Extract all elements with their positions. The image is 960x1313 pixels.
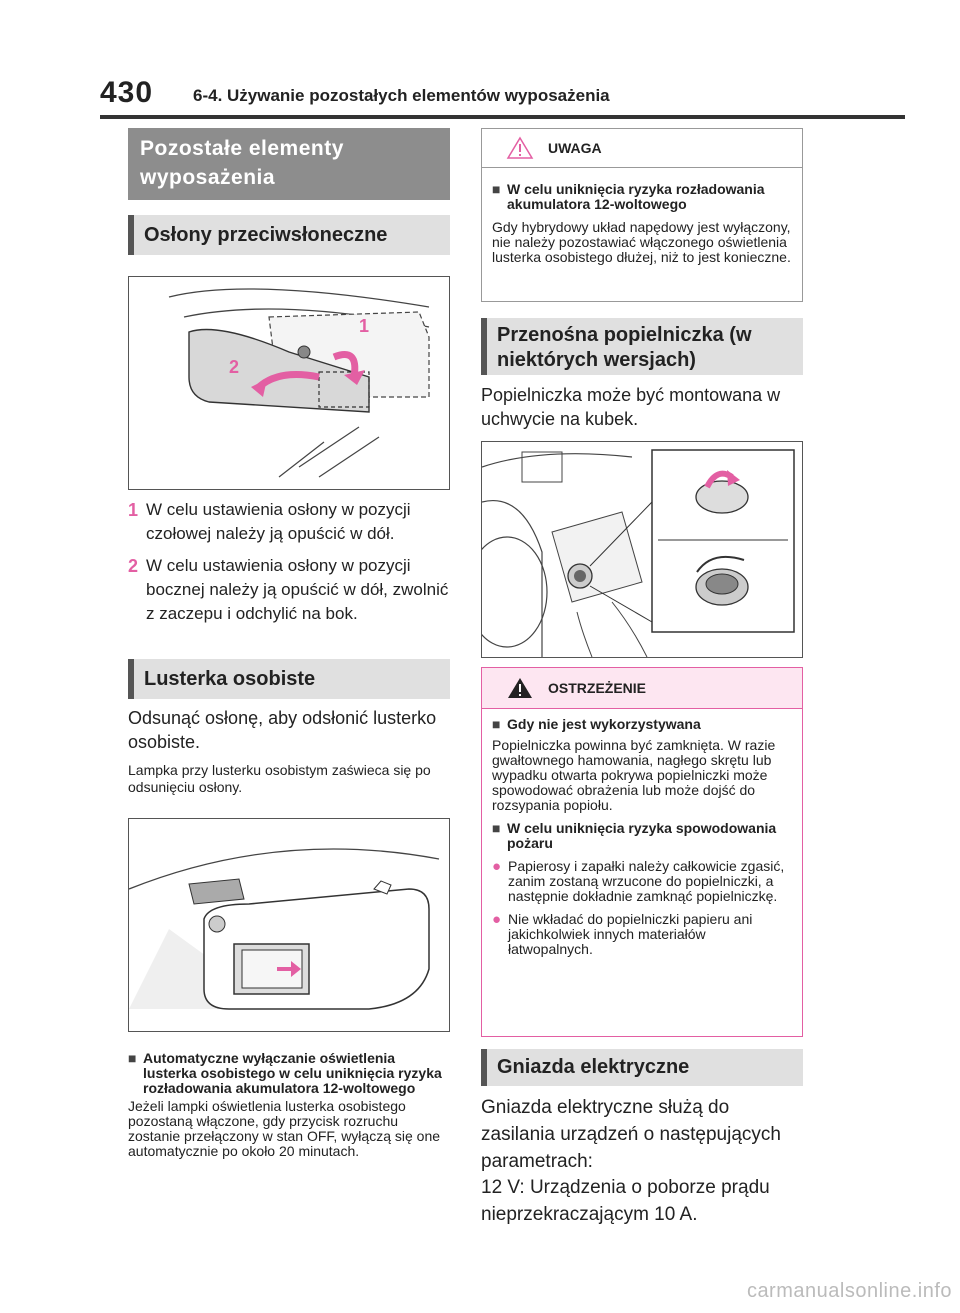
mirror-text: Odsunąć osłonę, aby odsłonić lusterko osobiste. [128, 708, 437, 752]
auto-off-note [128, 1051, 450, 1159]
ashtray-text: Popielniczka może być montowana w uchwycie na kubek. [481, 385, 781, 429]
step-text: W celu ustawienia osłony w pozycji czołowej należy ją opuścić w dół. [146, 500, 411, 543]
mirror-note: Lampka przy lusterku osobistym zaświeca się po odsunięciu osłony. [128, 762, 431, 795]
warning-bullet-text: Papierosy i zapałki należy całkowicie zgasić, zanim zostaną wrzucone do popielniczki, a następnie dokładnie zamknąć popielniczkę. [508, 858, 785, 904]
warning-item1-title-row [492, 717, 792, 732]
step-1 [128, 498, 450, 546]
step-text: W celu ustawienia osłony w pozycji bocznej należy ją opuścić w dół, zwolnić z zaczepu i odchylić na bok. [146, 556, 449, 623]
auto-off-title-row [128, 1051, 450, 1096]
sockets-text: Gniazda elektryczne służą do zasilania urządzeń o następujących parametrach: [481, 1097, 781, 1172]
caution-label: UWAGA [548, 140, 602, 156]
warning-item1-title: Gdy nie jest wykorzystywana [507, 716, 701, 732]
ashtray-heading [481, 318, 803, 375]
step-number: 1 [128, 500, 139, 520]
caution-item-text: Gdy hybrydowy układ napędowy jest wyłączony, nie należy pozostawiać włączonego oświetlenia lusterka osobistego dłużej, niż to jest konieczne. [492, 219, 791, 265]
warning-label: OSTRZEŻENIE [548, 680, 647, 696]
square-bullet-icon: ■ [492, 820, 501, 836]
warning-bullet-1 [492, 859, 792, 904]
ashtray-illustration [481, 441, 803, 658]
warning-bullet-2 [492, 912, 792, 957]
warning-item2-title: W celu uniknięcia ryzyka spowodowania pożaru [507, 820, 777, 851]
sockets-heading-text: Gniazda elektryczne [497, 1056, 690, 1078]
warning-bullet-text: Nie wkładać do popielniczki papieru ani jakichkolwiek innych materiałów łatwopalnych. [508, 911, 753, 957]
mirror-heading-text: Lusterka osobiste [144, 667, 316, 690]
auto-off-text: Jeżeli lampki oświetlenia lusterka osobistego pozostaną włączone, gdy przycisk rozruchu zostanie przełączony w stan OFF, wyłączą się one automatycznie po około 20 minutach. [128, 1098, 441, 1159]
page-number: 430 [100, 76, 154, 109]
caution-header [482, 129, 802, 168]
caution-item-title-row [492, 182, 792, 212]
square-bullet-icon: ■ [492, 181, 501, 197]
chapter-title: 6-4. Używanie pozostałych elementów wyposażenia [193, 86, 610, 105]
warning-content [482, 709, 802, 957]
watermark: carmanualsonline.info [746, 1280, 952, 1302]
header-rule [100, 115, 905, 119]
callout-2: 2 [229, 357, 240, 377]
sockets-heading [481, 1049, 803, 1086]
sockets-spec: 12 V: Urządzenia o poborze prądu nieprzekraczającym 10 A. [481, 1177, 770, 1225]
caution-triangle-icon [506, 136, 534, 160]
sunvisor-heading [128, 215, 450, 255]
sunvisor-steps [128, 498, 450, 626]
caution-box [481, 128, 803, 302]
caution-content [482, 168, 802, 265]
mirror-illustration [128, 818, 450, 1032]
warning-item1-text: Popielniczka powinna być zamknięta. W razie gwałtownego hamowania, nagłego skrętu lub wypadku otwarta pokrywa popielniczki może spowodować obrażenia lub może dojść do rozsypania popiołu. [492, 737, 776, 813]
section-title: Pozostałe elementy wyposażenia [128, 128, 450, 200]
auto-off-title: Automatyczne wyłączanie oświetlenia lusterka osobistego w celu uniknięcia ryzyka rozładowania akumulatora 12-woltowego [143, 1050, 442, 1096]
warning-box [481, 667, 803, 1037]
sunvisor-illustration [128, 276, 450, 490]
ashtray-heading-text: Przenośna popielniczka (w niektórych wersjach) [497, 324, 752, 371]
round-bullet-icon: ● [492, 858, 502, 875]
square-bullet-icon: ■ [492, 716, 501, 732]
step-2 [128, 554, 450, 626]
warning-item2-title-row [492, 821, 792, 851]
callout-1: 1 [359, 316, 370, 336]
caution-item-title: W celu uniknięcia ryzyka rozładowania akumulatora 12-woltowego [507, 181, 765, 212]
sunvisor-heading-text: Osłony przeciwsłoneczne [144, 223, 388, 246]
mirror-heading [128, 659, 450, 699]
warning-triangle-icon [506, 676, 534, 700]
round-bullet-icon: ● [492, 911, 502, 928]
square-bullet-icon: ■ [128, 1050, 137, 1066]
warning-header [482, 668, 802, 709]
step-number: 2 [128, 556, 139, 576]
